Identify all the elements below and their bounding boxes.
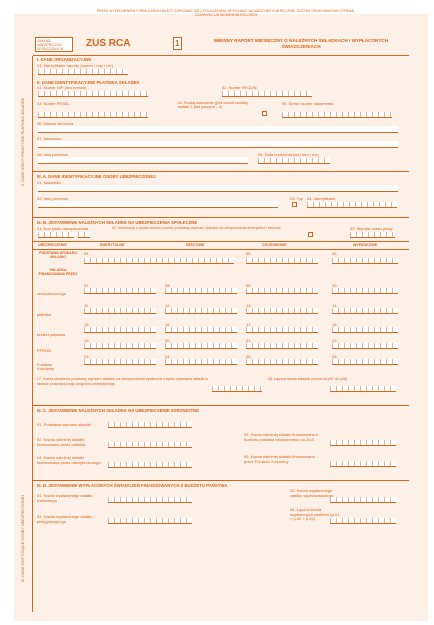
- annual-basis-field[interactable]: [308, 232, 313, 237]
- doc-number-label: 05. Seria i numer dokumentu: [282, 101, 334, 106]
- childcare-allowance-field[interactable]: [330, 497, 396, 503]
- pesel-label: 03. Numer PESEL: [37, 101, 70, 106]
- identifier-label: 04. Identyfikator: [307, 196, 336, 201]
- family-allowance-field[interactable]: [108, 497, 192, 503]
- contribution-amount-field[interactable]: [332, 288, 398, 294]
- surname-label: 07. Nazwisko: [37, 136, 61, 141]
- total-contrib-field[interactable]: [330, 386, 396, 392]
- grid-field-number: 24.: [165, 354, 171, 359]
- contribution-amount-field[interactable]: [165, 359, 237, 365]
- grid-field-number: 07.: [84, 283, 90, 288]
- contribution-amount-field[interactable]: [165, 327, 237, 333]
- sickness-basis-field[interactable]: [246, 258, 318, 264]
- col-header-pension: EMERYTALNE: [100, 243, 125, 247]
- contribution-amount-field[interactable]: [84, 343, 156, 349]
- section-3c-title: III. C. ZESTAWIENIE NALEŻNYCH SKŁADEK NA UBEZPIECZENIE ZDROWOTNE: [37, 408, 200, 413]
- side-label-payer: II. DANE IDENTYFIKACYJNE PŁATNIKA SKŁADEK: [21, 97, 25, 186]
- basis-num-06: 06.: [332, 251, 338, 256]
- contribution-amount-field[interactable]: [332, 327, 398, 333]
- report-id-label: 01. Identyfikator raportu (numer / mm / rrrr): [37, 63, 114, 68]
- id-type-field[interactable]: [292, 202, 297, 207]
- basis-num-04: 04.: [84, 251, 90, 256]
- work-time-field[interactable]: [350, 232, 395, 238]
- id-type-label: 03. Typ: [290, 196, 304, 201]
- section-rule-3c: [33, 405, 409, 406]
- contribution-amount-field[interactable]: [165, 308, 237, 314]
- health-basis-label: 01. Podstawa wymiaru składki: [37, 422, 91, 427]
- grid-field-number: 14.: [332, 303, 338, 308]
- health-insured-field[interactable]: [108, 462, 192, 468]
- insurance-code-field-2[interactable]: [78, 232, 90, 238]
- top-instruction: PRZED WYPEŁNIENIEM FORMULARZA NALEŻY ZAPOZNAĆ SIĘ Z POUCZENIEM; WYPEŁNIAĆ NA MASZYNIE LUB RĘCZNIE, DUŻYMI, DRUKOWANYMI LITERAMI, CZARNYM LUB NIEBIESKIM KOLOREM: [96, 9, 356, 17]
- col-header-accident: WYPADKOWE: [353, 243, 378, 247]
- health-basis-field[interactable]: [108, 422, 192, 428]
- grid-field-number: 17.: [246, 322, 252, 327]
- section-2-title: II. DANE IDENTYFIKACYJNE PŁATNIKA SKŁADEK: [37, 80, 140, 85]
- form-title: IMIENNY RAPORT MIESIĘCZNY O NALEŻNYCH SKŁADKACH I WYPŁACONYCH ŚWIADCZENIACH: [213, 38, 389, 49]
- basis-num-05: 05.: [246, 251, 252, 256]
- grid-field-number: 21.: [246, 338, 252, 343]
- grid-field-number: 19.: [84, 338, 90, 343]
- form-number: 1: [175, 39, 180, 48]
- annual-basis-label: 02. Informacja o przekroczeniu rocznej podstawy wymiaru składek na ubezpieczenia emerytalne i rentowe: [112, 226, 281, 230]
- first-name-field[interactable]: [38, 157, 248, 164]
- insured-surname-field[interactable]: [38, 185, 398, 192]
- form-code: ZUS RCA: [86, 38, 131, 49]
- insurance-code-label: 01. Kod tytułu ubezpieczenia: [37, 226, 89, 231]
- grid-field-number: 23.: [84, 354, 90, 359]
- health-church-field[interactable]: [330, 461, 396, 467]
- ppe-reduction-field[interactable]: [212, 386, 262, 392]
- family-allowance-label: 01. Kwota wypłaconego zasiłku rodzinnego: [37, 493, 93, 503]
- contribution-amount-field[interactable]: [246, 359, 318, 365]
- total-allowance-label: 04. Łączna kwota wypłaconych zasiłków (p.01 + p.02 + p.03): [290, 507, 340, 521]
- contribution-amount-field[interactable]: [246, 308, 318, 314]
- contribution-amount-field[interactable]: [165, 288, 237, 294]
- grid-field-number: 15.: [84, 322, 90, 327]
- identifier-field[interactable]: [307, 202, 397, 208]
- col-header-disability: RENTOWE: [186, 243, 205, 247]
- grid-field-number: 18.: [332, 322, 338, 327]
- section-rule-3b: [33, 217, 409, 218]
- doc-type-field[interactable]: [262, 111, 267, 116]
- report-id-field[interactable]: [38, 69, 128, 75]
- insured-first-name-field[interactable]: [38, 201, 278, 208]
- row-label-payer: płatnika: [37, 312, 51, 317]
- health-budget-label: 03. Kwota należnej składki finansowana z budżetu państwa bezpośrednio do ZUS: [244, 432, 318, 442]
- left-margin-rule: [32, 56, 33, 612]
- grid-field-number: 09.: [246, 283, 252, 288]
- section-3b-title: III. B. ZESTAWIENIE NALEŻNYCH SKŁADEK NA UBEZPIECZENIA SPOŁECZNE: [37, 220, 198, 225]
- side-label-insured: III. DANE DOTYCZĄCE OSOBY UBEZPIECZONEJ: [21, 494, 25, 582]
- birth-date-field[interactable]: [258, 158, 330, 164]
- total-allowance-field[interactable]: [330, 518, 396, 524]
- col-header-sickness: CHOROBOWE: [262, 243, 287, 247]
- insured-surname-label: 01. Nazwisko: [37, 180, 61, 185]
- ppe-reduction-label: 27. Kwota obniżenia podstawy wymiaru składek na ubezpieczenia społeczne z tytułu opłacania składki w ramach pracowniczego programu emerytalnego: [37, 377, 208, 386]
- nip-label: 01. Numer NIP (bez kresek): [37, 85, 87, 90]
- grid-field-number: 16.: [165, 322, 171, 327]
- work-time-label: 03. Wymiar czasu pracy: [350, 226, 393, 231]
- section-3a-title: III. A. DANE IDENTYFIKACYJNE OSOBY UBEZPIECZONEJ: [37, 174, 156, 179]
- contribution-amount-field[interactable]: [246, 343, 318, 349]
- doc-type-label: 04. Rodzaj dokumentu (jeśli dowód osobisty, wpisać 1; jeśli paszport – 2): [178, 101, 249, 109]
- childcare-allowance-label: 02. Kwota wypłaconego zasiłku wychowawczego: [290, 488, 334, 498]
- contribution-amount-field[interactable]: [84, 308, 156, 314]
- short-name-field[interactable]: [38, 126, 398, 133]
- health-insured-label: 04. Kwota należnej składki finansowana przez ubezpieczonego: [37, 455, 101, 465]
- grid-field-number: 20.: [165, 338, 171, 343]
- section-3d-title: III. D. ZESTAWIENIE WYPŁACONYCH ŚWIADCZEŃ FINANSOWANYCH Z BUDŻETU PAŃSTWA: [37, 483, 228, 488]
- surname-field[interactable]: [38, 141, 398, 148]
- grid-field-number: 12.: [165, 303, 171, 308]
- col-header-insurance: UBEZPIECZENIE: [38, 243, 67, 247]
- grid-field-number: 10.: [332, 283, 338, 288]
- doc-number-field[interactable]: [282, 112, 392, 118]
- health-church-label: 05. Kwota należnej składki finansowana przez Fundusz Kościelny: [244, 454, 315, 464]
- pesel-field[interactable]: [38, 112, 148, 118]
- short-name-label: 06. Nazwa skrócona: [37, 121, 74, 126]
- row-label-financed: SKŁADKA FINANSOWANA PRZEZ: [38, 268, 78, 276]
- nip-field[interactable]: [38, 91, 148, 97]
- care-allowance-field[interactable]: [108, 518, 192, 524]
- accident-basis-field[interactable]: [332, 258, 398, 264]
- grid-top-rule: [33, 241, 409, 242]
- regon-label: 02. Numer REGON: [222, 85, 257, 90]
- insurance-code-field[interactable]: [38, 232, 74, 238]
- care-allowance-label: 03. Kwota wypłaconego zasiłku pielęgnacyjnego: [37, 514, 93, 524]
- grid-field-number: 11.: [84, 303, 90, 308]
- grid-header-rule: [33, 249, 409, 250]
- section-1-title: I. DANE ORGANIZACYJNE: [37, 57, 92, 62]
- grid-field-number: 26.: [332, 354, 338, 359]
- contribution-amount-field[interactable]: [246, 288, 318, 294]
- insured-first-name-label: 02. Imię pierwsze: [37, 196, 69, 201]
- contribution-amount-field[interactable]: [332, 359, 398, 365]
- row-label-church-fund: Fundusz Kościelny: [37, 362, 55, 371]
- birth-date-label: 09. Data urodzenia (dd / mm / rrrr): [258, 152, 319, 157]
- grid-field-number: 25.: [246, 354, 252, 359]
- zus-label: ZAKŁAD UBEZPIECZEŃ SPOŁECZNYCH: [37, 39, 64, 51]
- section-rule-3d: [33, 480, 409, 481]
- health-payer-field[interactable]: [108, 442, 192, 448]
- contribution-amount-field[interactable]: [165, 343, 237, 349]
- contribution-amount-field[interactable]: [332, 343, 398, 349]
- header-rule: [33, 55, 409, 56]
- contribution-amount-field[interactable]: [332, 308, 398, 314]
- contribution-amount-field[interactable]: [84, 288, 156, 294]
- health-payer-label: 02. Kwota należnej składki finansowana przez płatnika: [37, 437, 86, 447]
- first-name-label: 08. Imię pierwsze: [37, 152, 69, 157]
- grid-field-number: 13.: [246, 303, 252, 308]
- contribution-amount-field[interactable]: [84, 327, 156, 333]
- contribution-amount-field[interactable]: [84, 359, 156, 365]
- grid-field-number: 08.: [165, 283, 171, 288]
- pension-disability-basis-field[interactable]: [84, 258, 234, 264]
- grid-field-number: 22.: [332, 338, 338, 343]
- contribution-amount-field[interactable]: [246, 327, 318, 333]
- row-label-budget: budżet państwa: [37, 332, 66, 337]
- regon-field[interactable]: [222, 91, 312, 97]
- row-label-basis: PODSTAWA WYMIARU SKŁADKI: [39, 251, 77, 259]
- row-label-pfron: PFRON: [37, 348, 51, 353]
- section-rule-3a: [33, 171, 409, 172]
- total-contrib-label: 28. Łączna kwota składek (suma od p07 do p26): [268, 377, 348, 381]
- row-label-insured: ubezpieczonego: [37, 291, 67, 296]
- health-budget-field[interactable]: [330, 440, 396, 446]
